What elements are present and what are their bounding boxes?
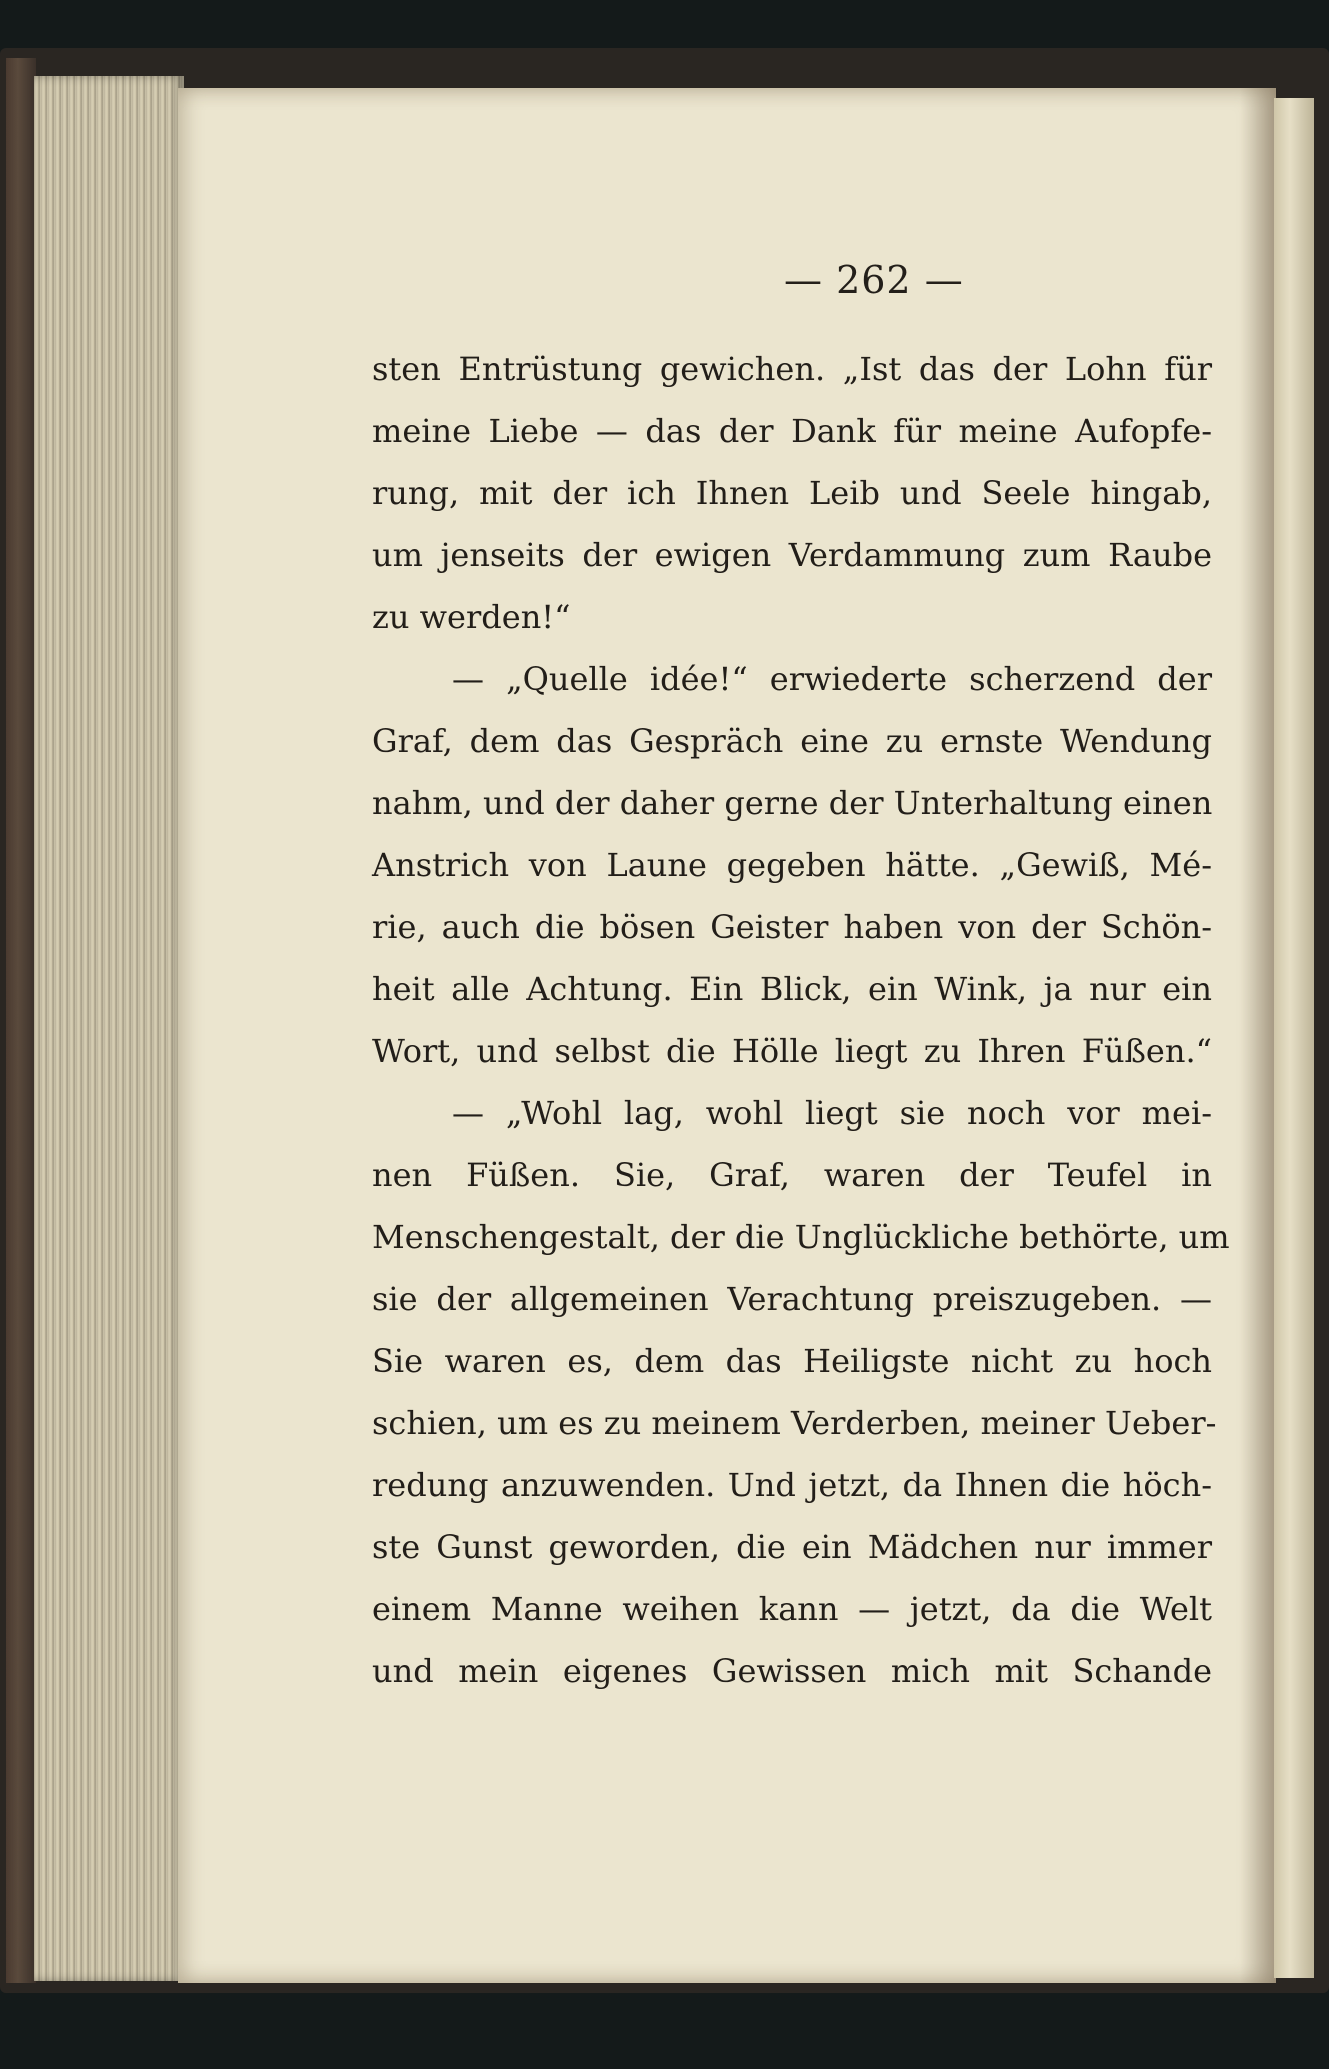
text-line: — „Wohl lag, wohl liegt sie noch vor mei- [452,1094,1212,1132]
text-line: zu werden!“ [372,598,571,636]
page-number-text: — 262 — [784,258,964,302]
text-line: Sie waren es, dem das Heiligste nicht zu hoch [372,1342,1212,1380]
text-line: meine Liebe — das der Dank für meine Aufopfe- [372,412,1212,450]
text-line: Menschengestalt, der die Unglückliche bethörte, um [372,1218,1230,1256]
text-line: Wort, und selbst die Hölle liegt zu Ihren Füßen.“ [372,1032,1212,1070]
text-line: rie, auch die bösen Geister haben von der Schön- [372,908,1212,946]
text-line: redung anzuwenden. Und jetzt, da Ihnen die höch- [372,1466,1212,1504]
spine-shadow [1240,88,1276,1983]
text-line: sie der allgemeinen Verachtung preiszugeben. — [372,1280,1212,1318]
page-right-edge [1274,98,1314,1978]
text-line: Anstrich von Laune gegeben hätte. „Gewiß, Mé- [372,846,1212,884]
page-stack [34,76,184,1981]
text-line: nahm, und der daher gerne der Unterhaltung einen [372,784,1213,822]
body-text [372,338,1230,1702]
text-line: — „Quelle idée!“ erwiederte scherzend der [452,660,1212,698]
text-line: heit alle Achtung. Ein Blick, ein Wink, ja nur ein [372,970,1212,1008]
text-line: und mein eigenes Gewissen mich mit Schande [372,1652,1212,1690]
text-line: einem Manne weihen kann — jetzt, da die Welt [372,1590,1212,1628]
text-line: schien, um es zu meinem Verderben, meiner Ueber- [372,1404,1217,1442]
text-line: rung, mit der ich Ihnen Leib und Seele hingab, [372,474,1212,512]
text-line: um jenseits der ewigen Verdammung zum Raube [372,536,1212,574]
text-line: nen Füßen. Sie, Graf, waren der Teufel in [372,1156,1212,1194]
text-line: ste Gunst geworden, die ein Mädchen nur immer [372,1528,1212,1566]
text-line: sten Entrüstung gewichen. „Ist das der Lohn für [372,350,1212,388]
text-line: Graf, dem das Gespräch eine zu ernste Wendung [372,722,1212,760]
page-number [0,258,1329,302]
cover-edge [6,58,36,1983]
